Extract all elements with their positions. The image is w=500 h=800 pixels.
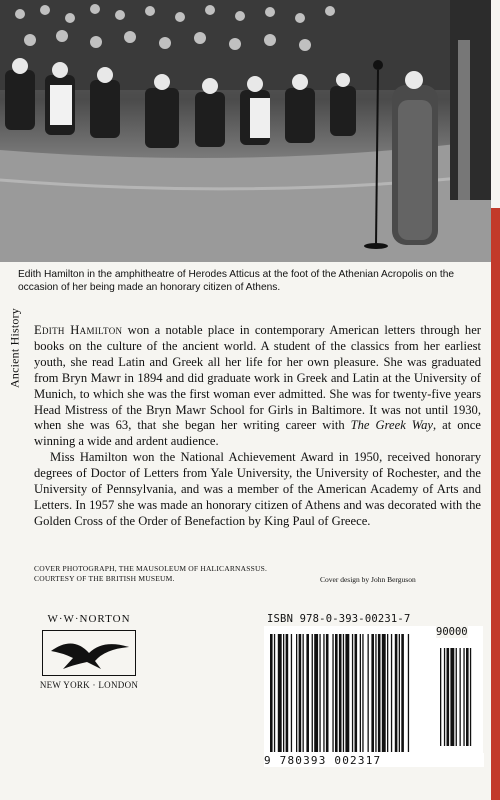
biography-paragraph-1	[34, 323, 481, 450]
amphitheatre-photo-illustration	[0, 0, 491, 262]
courtesy-credit: COURTESY OF THE BRITISH MUSEUM.	[34, 574, 175, 583]
price-code: 90000	[436, 626, 468, 638]
biography-text-b: , at once winning a wide and ardent audience.	[34, 418, 481, 449]
seagull-logo-icon	[42, 630, 136, 676]
cover-photo-credit: COVER PHOTOGRAPH, THE MAUSOLEUM OF HALICARNASSUS.	[34, 564, 268, 573]
cover-credits	[34, 564, 284, 584]
category-label-text: Ancient History	[7, 307, 22, 388]
cover-design-credit: Cover design by John Berguson	[320, 575, 416, 584]
book-title: The Greek Way	[350, 418, 433, 433]
cover-photograph	[0, 0, 491, 262]
author-name: Edith Hamilton	[34, 323, 123, 337]
isbn-text: ISBN 978-0-393-00231-7	[267, 613, 411, 625]
publisher-city: NEW YORK · LONDON	[39, 680, 139, 690]
spine-color-bar	[491, 208, 500, 800]
photo-caption: Edith Hamilton in the amphitheatre of Herodes Atticus at the foot of the Athenian Acropolis on the occasion of her being made an honorary citizen of Athens.	[18, 269, 455, 293]
publisher-name: W·W·NORTON	[47, 613, 131, 625]
barcode	[264, 626, 483, 764]
barcode-number: 9 780393 002317	[264, 753, 484, 767]
biography-text-a: won a notable place in contemporary American letters through her books on the culture of the ancient world. A student of the classics from her earliest youth, she read Latin and Greek all her life for her own pleasure. She was graduated from Bryn Mawr in 1894 and did graduate work in Greek and Latin at the University of Munich, to which she was the first woman ever admitted. She was for twenty-five years Head Mistress of the Bryn Mawr School for Girls in Baltimore. It was not until 1930, when she was 63, that she began her writing career with	[34, 323, 481, 433]
publisher-block	[34, 613, 144, 690]
biography-paragraph-2: Miss Hamilton won the National Achievement Award in 1950, received honorary degrees of Doctor of Letters from Yale University, the University of Rochester, and the University of Pennsylvania, and was a member of the American Academy of Arts and Letters. In 1957 she was made an honorary citizen of Athens and was decorated with the Golden Cross of the Order of Benefaction by King Paul of Greece.	[34, 450, 481, 528]
category-label	[4, 300, 26, 395]
author-biography	[34, 323, 481, 530]
